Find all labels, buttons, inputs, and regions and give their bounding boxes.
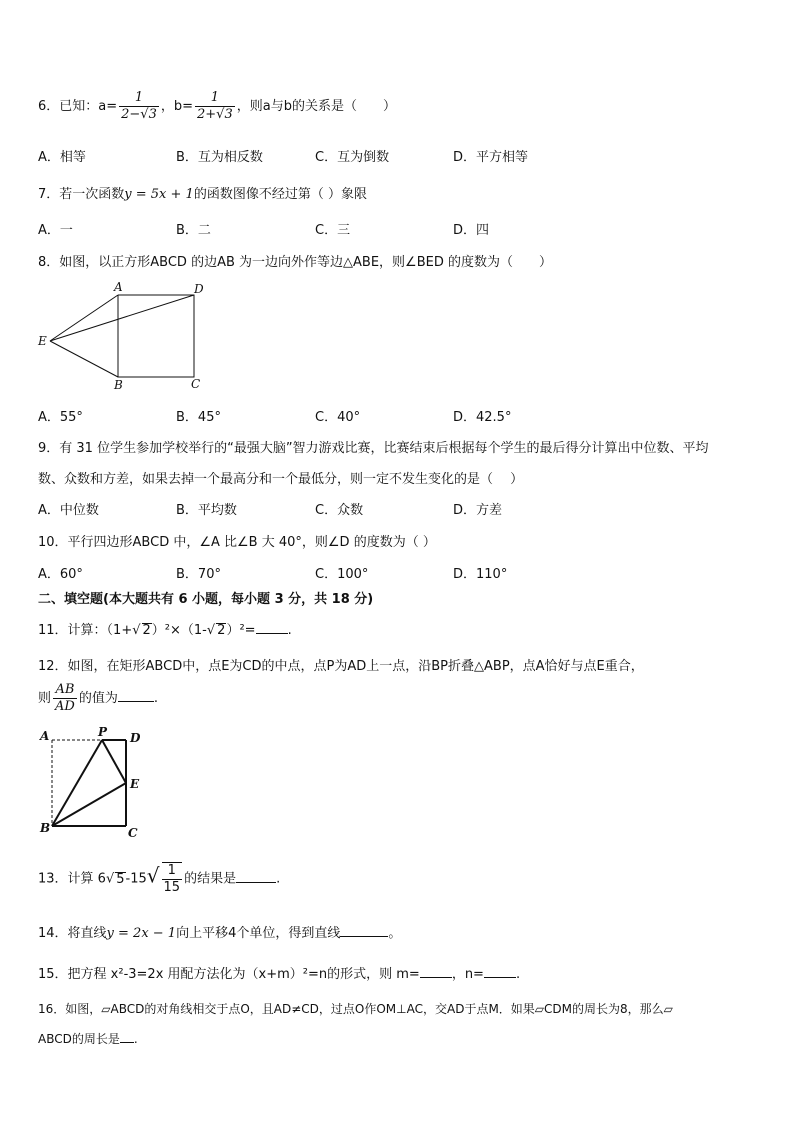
q14-end: 。: [388, 926, 402, 941]
q6-suffix: ，则a与b的关系是（ ）: [236, 99, 396, 114]
q12-label-p: P: [98, 726, 108, 739]
q8-label-c: C: [191, 377, 201, 391]
q8-label-d: D: [194, 282, 204, 296]
q13-stem: [38, 862, 280, 896]
q8-option-a[interactable]: A．55°: [38, 410, 83, 425]
q13-frac: [162, 862, 183, 896]
q7-option-c[interactable]: C．三: [315, 223, 351, 238]
q12-label-b: B: [40, 821, 51, 835]
q6-frac-b: [195, 90, 235, 123]
q11-radicand-1: 2: [142, 623, 151, 638]
q10-option-d[interactable]: D．110°: [453, 567, 508, 582]
q8-option-d[interactable]: D．42.5°: [453, 410, 512, 425]
q7-option-d[interactable]: D．四: [453, 223, 490, 238]
q16-answer-blank[interactable]: [120, 1030, 134, 1043]
q6-frac-b-den: 2+√3: [197, 107, 233, 122]
q11-mid: ）²×（1-: [151, 623, 207, 638]
q11-end: .: [287, 623, 292, 638]
q13-mid: -15: [125, 871, 147, 887]
q14-formula: y = 2x − 1: [106, 926, 177, 941]
q9-line1: 9．有 31 位学生参加学校举行的“最强大脑”智力游戏比赛，比赛结束后根据每个学生的最后得分计算出中位数、平均: [38, 441, 709, 456]
q6-option-d[interactable]: D．平方相等: [453, 150, 529, 165]
q6-mid: ，b=: [160, 99, 194, 114]
q6-option-c[interactable]: C．互为倒数: [315, 150, 390, 165]
q12-label-e: E: [130, 777, 140, 791]
q6-frac-a: [119, 90, 159, 123]
q12-figure: [36, 726, 146, 838]
q7-stem: [38, 183, 367, 202]
q14-stem: [38, 922, 401, 941]
q10-stem: 10．平行四边形ABCD 中，∠A 比∠B 大 40°，则∠D 的度数为（ ）: [38, 535, 436, 550]
q14-answer-blank[interactable]: [340, 924, 388, 937]
q16-line1: 16．如图，▱ABCD的对角线相交于点O，且AD≠CD，过点O作OM⊥AC，交AD于点M．如果▱CDM的周长为8，那么▱: [38, 1002, 673, 1016]
q16-text: ABCD的周长是: [38, 1032, 120, 1046]
q6-frac-a-num: 1: [119, 90, 159, 107]
q10-option-c[interactable]: C．100°: [315, 567, 369, 582]
q12-line2: [38, 682, 158, 715]
q6-frac-b-num: 1: [195, 90, 235, 107]
q8-option-b[interactable]: B．45°: [176, 410, 221, 425]
q13-end: .: [276, 871, 281, 887]
q7-option-b[interactable]: B．二: [176, 223, 211, 238]
q8-figure: [34, 280, 214, 392]
q11-prefix: 11．计算：（1+: [38, 623, 133, 638]
q12-prefix: 则: [38, 691, 52, 706]
q13-radicand: 5: [116, 871, 125, 887]
q11-radical-sign: √: [132, 623, 141, 638]
q8-stem: 8．如图，以正方形ABCD 的边AB 为一边向外作等边△ABE，则∠BED 的度数为（ ）: [38, 255, 552, 270]
q12-frac-den: AD: [55, 699, 75, 714]
q12-end: .: [153, 691, 158, 706]
q9-line2: 数、众数和方差，如果去掉一个最高分和一个最低分，则一定不发生变化的是（ ）: [38, 472, 524, 487]
q7-prefix: 7．若一次函数: [38, 187, 125, 202]
q13-radical-sign-2: √: [146, 863, 160, 888]
section2-title: 二、填空题(本大题共有 6 小题，每小题 3 分，共 18 分): [38, 592, 374, 607]
q7-suffix: 的函数图像不经过第（ ）象限: [193, 187, 367, 202]
q6-option-a[interactable]: A．相等: [38, 150, 86, 165]
q12-label-d: D: [130, 731, 141, 745]
q9-option-b[interactable]: B．平均数: [176, 503, 237, 518]
q12-frac-num: AB: [53, 682, 77, 699]
q16-line2: [38, 1030, 138, 1047]
q15-stem: [38, 963, 520, 982]
q8-label-a: A: [114, 280, 123, 294]
q13-prefix: 13．计算 6: [38, 871, 106, 887]
q15-text: 15．把方程 x²-3=2x 用配方法化为（x+m）²=n的形式，则 m=: [38, 967, 420, 982]
q12-suffix: 的值为: [78, 691, 118, 706]
q7-option-a[interactable]: A．一: [38, 223, 73, 238]
q9-option-c[interactable]: C．众数: [315, 503, 364, 518]
q10-option-a[interactable]: A．60°: [38, 567, 83, 582]
q7-formula: y = 5x + 1: [124, 187, 194, 202]
q11-stem: [38, 619, 292, 638]
q15-end: .: [515, 967, 521, 982]
q9-option-a[interactable]: A．中位数: [38, 503, 99, 518]
q8-label-e: E: [38, 334, 47, 348]
q8-option-c[interactable]: C．40°: [315, 410, 361, 425]
q13-radical-sign: √: [105, 871, 115, 887]
q14-suffix: 向上平移4个单位，得到直线: [176, 926, 341, 941]
q14-prefix: 14．将直线: [38, 926, 107, 941]
q6-frac-a-den: 2−√3: [121, 107, 157, 122]
q13-frac-den: 15: [163, 880, 181, 895]
q13-answer-blank[interactable]: [236, 870, 276, 883]
q12-label-a: A: [40, 729, 50, 743]
q15-answer-blank-n[interactable]: [484, 965, 516, 978]
q11-answer-blank[interactable]: [256, 621, 288, 634]
q9-option-d[interactable]: D．方差: [453, 503, 503, 518]
q8-label-b: B: [114, 378, 123, 392]
q13-frac-num: 1: [162, 863, 183, 880]
q6-option-b[interactable]: B．互为相反数: [176, 150, 263, 165]
q15-mid: ，n=: [451, 967, 484, 982]
q11-radical-sign-2: √: [206, 623, 216, 638]
q13-suffix: 的结果是: [184, 871, 237, 887]
q16-end: .: [133, 1032, 138, 1046]
q6-stem: [38, 90, 396, 123]
q6-prefix: 6．已知：a=: [38, 99, 118, 114]
q11-suffix: ）²=: [226, 623, 256, 638]
q12-answer-blank[interactable]: [118, 689, 154, 702]
q12-frac: [53, 682, 77, 715]
q15-answer-blank-m[interactable]: [420, 965, 452, 978]
q12-label-c: C: [128, 826, 138, 838]
q12-line1: 12．如图，在矩形ABCD中，点E为CD的中点，点P为AD上一点，沿BP折叠△ABP，点A恰好与点E重合，: [38, 659, 644, 674]
q10-option-b[interactable]: B．70°: [176, 567, 221, 582]
q11-radicand-2: 2: [217, 623, 226, 638]
